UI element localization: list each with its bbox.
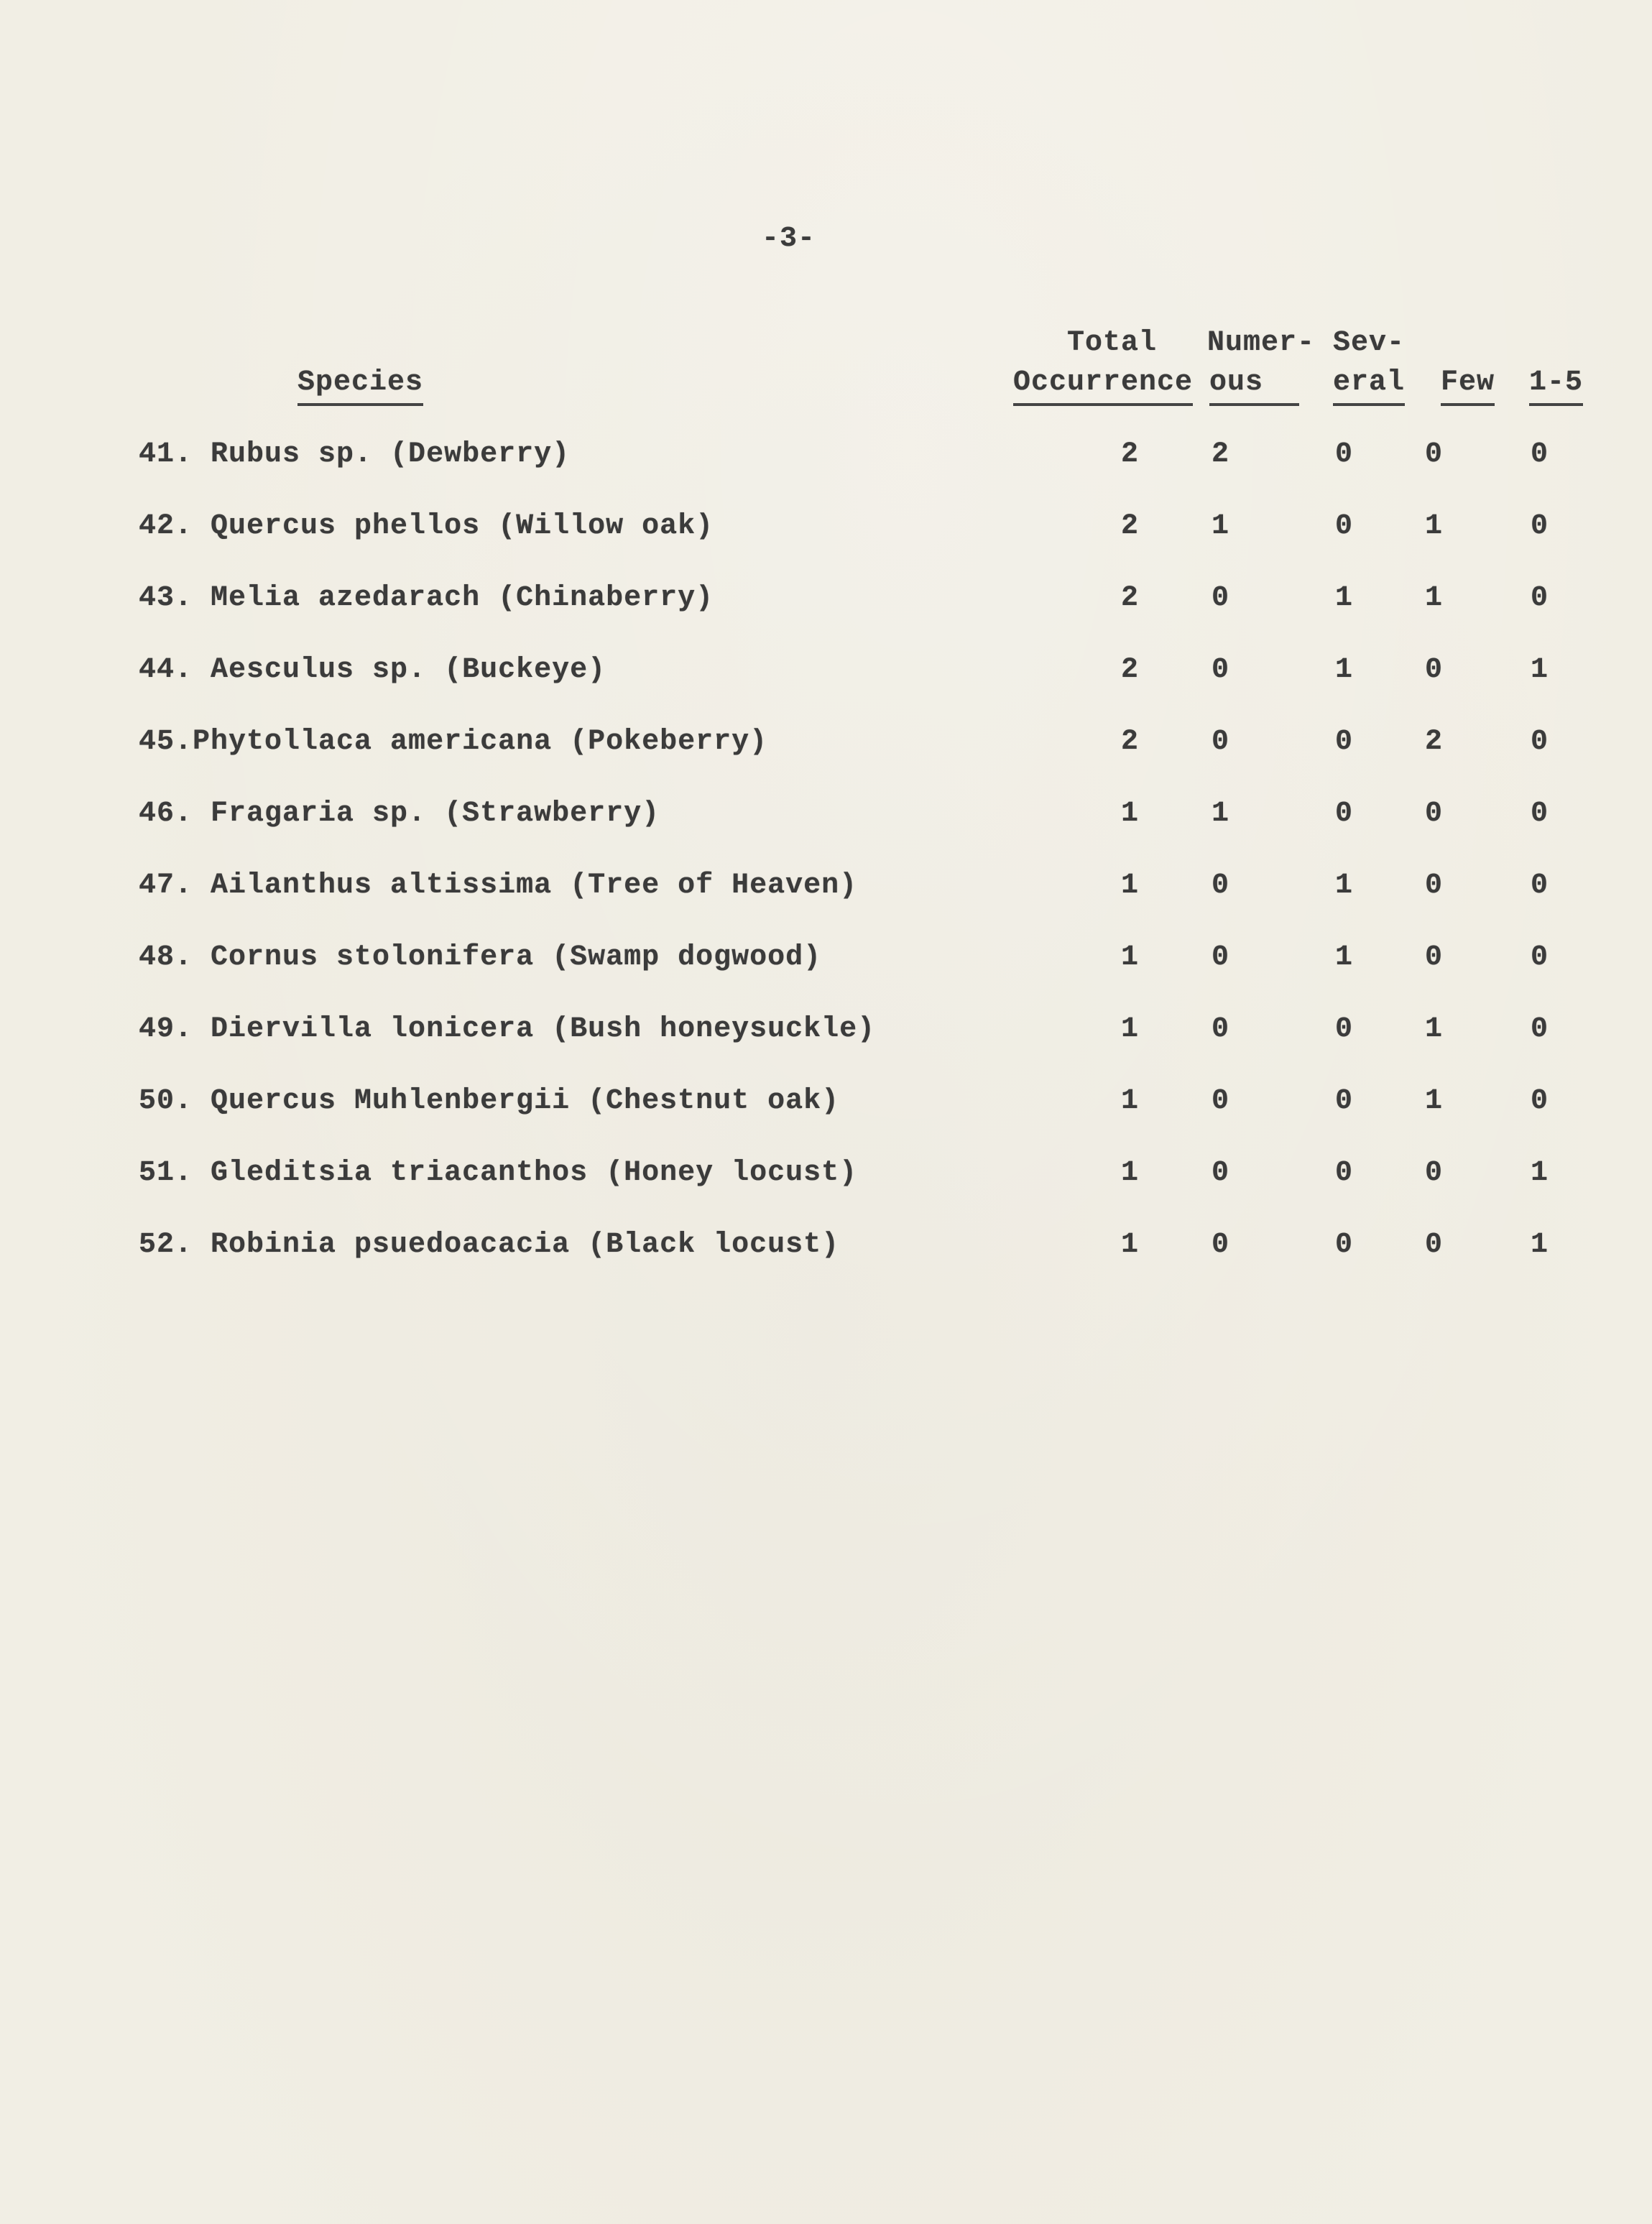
species-name: 45.Phytollaca americana (Pokeberry) [139, 726, 768, 758]
range-1-5-value: 1 [1531, 654, 1549, 686]
several-value: 0 [1335, 1085, 1354, 1117]
few-value: 1 [1425, 582, 1444, 614]
several-value: 0 [1335, 510, 1354, 543]
range-1-5-value: 0 [1531, 438, 1549, 471]
header-total-line2: Occurrence [1013, 366, 1193, 406]
species-name: 46. Fragaria sp. (Strawberry) [139, 798, 660, 830]
numerous-value: 0 [1212, 654, 1230, 686]
species-name: 42. Quercus phellos (Willow oak) [139, 510, 714, 543]
several-value: 1 [1335, 941, 1354, 974]
page-number: -3- [762, 223, 816, 255]
total-occurrence-value: 2 [1121, 726, 1140, 758]
range-1-5-value: 1 [1531, 1229, 1549, 1261]
few-value: 1 [1425, 1013, 1444, 1046]
numerous-value: 0 [1212, 1013, 1230, 1046]
several-value: 0 [1335, 1229, 1354, 1261]
range-1-5-value: 0 [1531, 582, 1549, 614]
total-occurrence-value: 1 [1121, 869, 1140, 902]
species-name: 49. Diervilla lonicera (Bush honeysuckle) [139, 1013, 876, 1046]
several-value: 0 [1335, 798, 1354, 830]
total-occurrence-value: 1 [1121, 1085, 1140, 1117]
table-row [0, 582, 1652, 625]
species-name: 43. Melia azedarach (Chinaberry) [139, 582, 714, 614]
numerous-value: 0 [1212, 726, 1230, 758]
total-occurrence-value: 1 [1121, 1157, 1140, 1189]
several-value: 1 [1335, 869, 1354, 902]
table-row [0, 1013, 1652, 1056]
total-occurrence-value: 1 [1121, 941, 1140, 974]
table-row [0, 1229, 1652, 1272]
species-name: 47. Ailanthus altissima (Tree of Heaven) [139, 869, 858, 902]
species-name: 41. Rubus sp. (Dewberry) [139, 438, 571, 471]
header-numerous-line1: Numer- [1207, 327, 1316, 359]
header-several-line1: Sev- [1333, 327, 1406, 359]
table-row [0, 941, 1652, 984]
table-row [0, 1085, 1652, 1128]
header-few: Few [1441, 366, 1495, 406]
header-range: 1-5 [1529, 366, 1583, 406]
species-name: 48. Cornus stolonifera (Swamp dogwood) [139, 941, 822, 974]
species-name: 50. Quercus Muhlenbergii (Chestnut oak) [139, 1085, 840, 1117]
total-occurrence-value: 1 [1121, 1013, 1140, 1046]
several-value: 0 [1335, 726, 1354, 758]
few-value: 0 [1425, 941, 1444, 974]
several-value: 0 [1335, 438, 1354, 471]
total-occurrence-value: 1 [1121, 1229, 1140, 1261]
species-name: 52. Robinia psuedoacacia (Black locust) [139, 1229, 840, 1261]
range-1-5-value: 0 [1531, 726, 1549, 758]
numerous-value: 0 [1212, 1229, 1230, 1261]
several-value: 1 [1335, 582, 1354, 614]
few-value: 0 [1425, 1229, 1444, 1261]
numerous-value: 0 [1212, 1085, 1230, 1117]
range-1-5-value: 0 [1531, 1013, 1549, 1046]
numerous-value: 1 [1212, 510, 1230, 543]
numerous-value: 0 [1212, 1157, 1230, 1189]
total-occurrence-value: 2 [1121, 582, 1140, 614]
header-total-line1: Total [1067, 327, 1158, 359]
few-value: 2 [1425, 726, 1444, 758]
few-value: 0 [1425, 798, 1444, 830]
numerous-value: 2 [1212, 438, 1230, 471]
few-value: 0 [1425, 654, 1444, 686]
table-row [0, 1157, 1652, 1200]
header-several-line2: eral [1333, 366, 1405, 406]
several-value: 1 [1335, 654, 1354, 686]
species-name: 51. Gleditsia triacanthos (Honey locust) [139, 1157, 858, 1189]
header-species: Species [297, 366, 423, 406]
table-row [0, 510, 1652, 553]
few-value: 1 [1425, 1085, 1444, 1117]
total-occurrence-value: 2 [1121, 654, 1140, 686]
table-row [0, 726, 1652, 769]
total-occurrence-value: 1 [1121, 798, 1140, 830]
numerous-value: 0 [1212, 869, 1230, 902]
range-1-5-value: 0 [1531, 798, 1549, 830]
range-1-5-value: 0 [1531, 869, 1549, 902]
few-value: 1 [1425, 510, 1444, 543]
header-numerous-line2: ous [1209, 366, 1299, 406]
total-occurrence-value: 2 [1121, 510, 1140, 543]
few-value: 0 [1425, 438, 1444, 471]
table-row [0, 798, 1652, 841]
table-row [0, 438, 1652, 481]
table-row [0, 869, 1652, 913]
total-occurrence-value: 2 [1121, 438, 1140, 471]
few-value: 0 [1425, 869, 1444, 902]
species-name: 44. Aesculus sp. (Buckeye) [139, 654, 606, 686]
numerous-value: 0 [1212, 941, 1230, 974]
table-row [0, 654, 1652, 697]
several-value: 0 [1335, 1157, 1354, 1189]
few-value: 0 [1425, 1157, 1444, 1189]
numerous-value: 1 [1212, 798, 1230, 830]
numerous-value: 0 [1212, 582, 1230, 614]
range-1-5-value: 1 [1531, 1157, 1549, 1189]
range-1-5-value: 0 [1531, 1085, 1549, 1117]
several-value: 0 [1335, 1013, 1354, 1046]
range-1-5-value: 0 [1531, 510, 1549, 543]
range-1-5-value: 0 [1531, 941, 1549, 974]
